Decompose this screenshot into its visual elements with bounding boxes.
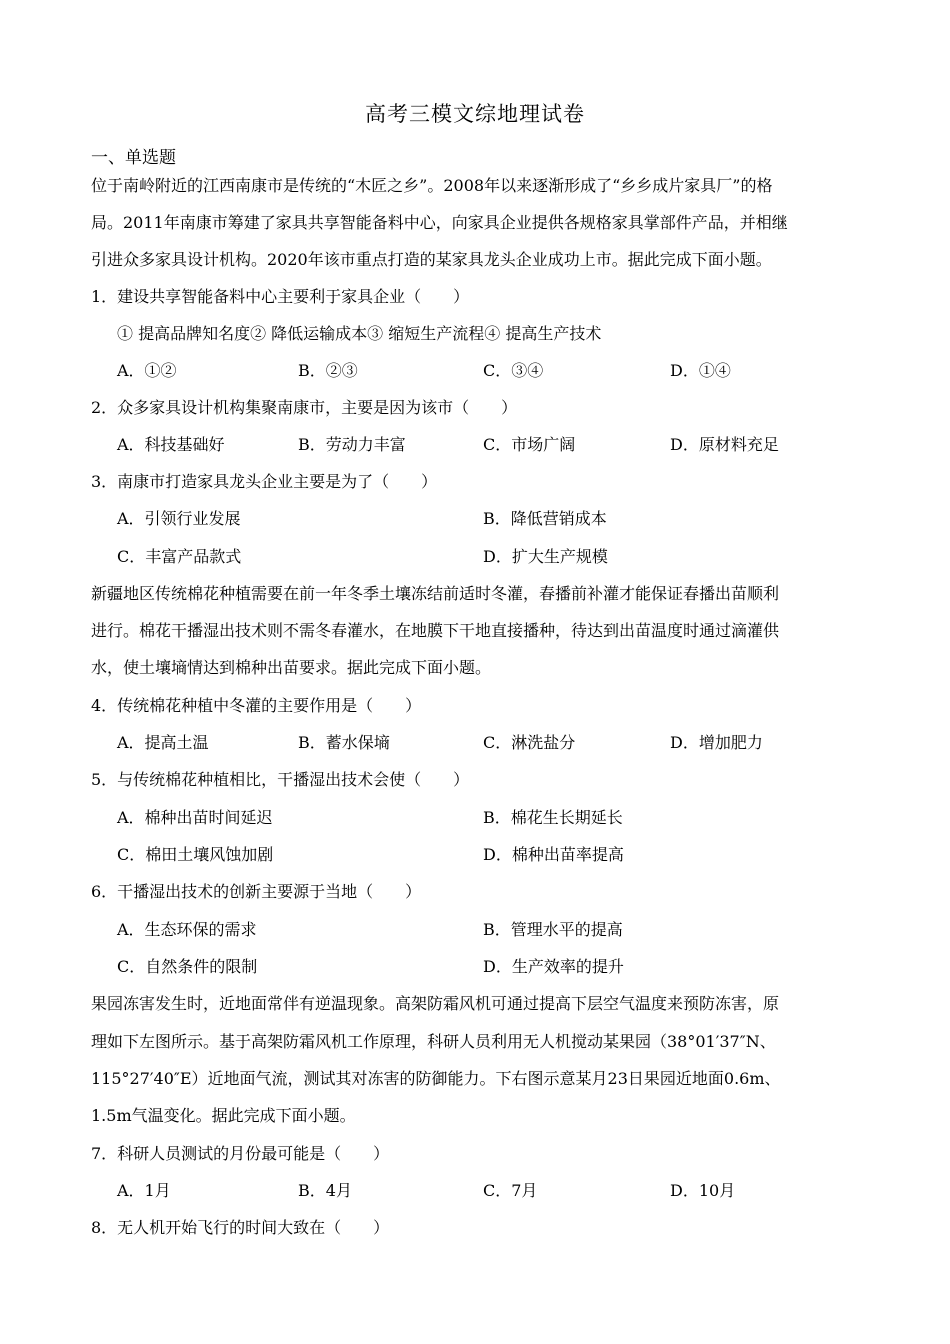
question-sub-items: ① 提高品牌知名度② 降低运输成本③ 缩短生产流程④ 提高生产技术 <box>117 324 602 343</box>
option-d: D．生产效率的提升 <box>483 957 624 976</box>
option-c: C．棉田土壤风蚀加剧 <box>117 845 274 864</box>
question-stem: 6．干播湿出技术的创新主要源于当地（ ） <box>91 882 422 901</box>
passage-line: 理如下左图所示。基于高架防霜风机工作原理，科研人员利用无人机搅动某果园（38°01′37″N、 <box>91 1032 776 1051</box>
passage-line: 果园冻害发生时，近地面常伴有逆温现象。高架防霜风机可通过提高下层空气温度来预防冻害，原 <box>91 994 780 1013</box>
passage-line: 新疆地区传统棉花种植需要在前一年冬季土壤冻结前适时冬灌，春播前补灌才能保证春播出苗顺利 <box>91 584 780 603</box>
option-b: B．②③ <box>298 361 358 380</box>
option-d: D．增加肥力 <box>670 733 763 752</box>
option-d: D．原材料充足 <box>670 435 779 454</box>
page-title: 高考三模文综地理试卷 <box>365 102 585 126</box>
option-b: B．降低营销成本 <box>483 509 607 528</box>
option-d: D．扩大生产规模 <box>483 547 608 566</box>
option-c: C．7月 <box>483 1181 538 1200</box>
option-a: A．1月 <box>117 1181 171 1200</box>
option-b: B．蓄水保墒 <box>298 733 390 752</box>
passage-line: 进行。棉花干播湿出技术则不需冬春灌水，在地膜下干地直接播种，待达到出苗温度时通过滴灌供 <box>91 621 780 640</box>
option-a: A．引领行业发展 <box>117 509 241 528</box>
option-a: A．①② <box>117 361 177 380</box>
question-stem: 8．无人机开始飞行的时间大致在（ ） <box>91 1218 390 1237</box>
passage-line: 引进众多家具设计机构。2020年该市重点打造的某家具龙头企业成功上市。据此完成下面小题。 <box>91 250 772 269</box>
option-c: C．市场广阔 <box>483 435 576 454</box>
section-heading: 一、单选题 <box>91 148 176 168</box>
question-stem: 2．众多家具设计机构集聚南康市，主要是因为该市（ ） <box>91 398 518 417</box>
option-a: A．提高土温 <box>117 733 209 752</box>
question-stem: 7．科研人员测试的月份最可能是（ ） <box>91 1144 390 1163</box>
passage-line: 1.5m气温变化。据此完成下面小题。 <box>91 1106 356 1125</box>
question-stem: 4．传统棉花种植中冬灌的主要作用是（ ） <box>91 696 422 715</box>
question-stem: 3．南康市打造家具龙头企业主要是为了（ ） <box>91 472 438 491</box>
question-stem: 5．与传统棉花种植相比，干播湿出技术会使（ ） <box>91 770 470 789</box>
option-c: C．丰富产品款式 <box>117 547 242 566</box>
passage-line: 115°27′40″E）近地面气流，测试其对冻害的防御能力。下右图示意某月23日果园近地面0.6m、 <box>91 1069 781 1088</box>
option-c: C．淋洗盐分 <box>483 733 576 752</box>
option-d: D．10月 <box>670 1181 736 1200</box>
option-a: A．棉种出苗时间延迟 <box>117 808 273 827</box>
option-a: A．科技基础好 <box>117 435 225 454</box>
option-b: B．管理水平的提高 <box>483 920 623 939</box>
option-d: D．①④ <box>670 361 731 380</box>
option-c: C．自然条件的限制 <box>117 957 258 976</box>
option-b: B．4月 <box>298 1181 352 1200</box>
option-b: B．劳动力丰富 <box>298 435 406 454</box>
passage-line: 位于南岭附近的江西南康市是传统的“木匠之乡”。2008年以来逐渐形成了“乡乡成片家具厂”的格 <box>91 176 773 195</box>
option-a: A．生态环保的需求 <box>117 920 257 939</box>
passage-line: 水，使土壤墒情达到棉种出苗要求。据此完成下面小题。 <box>91 658 492 677</box>
option-c: C．③④ <box>483 361 544 380</box>
option-d: D．棉种出苗率提高 <box>483 845 624 864</box>
option-b: B．棉花生长期延长 <box>483 808 623 827</box>
passage-line: 局。2011年南康市筹建了家具共享智能备料中心，向家具企业提供各规格家具掌部件产品，并相继 <box>91 213 788 232</box>
question-stem: 1．建设共享智能备料中心主要利于家具企业（ ） <box>91 287 470 306</box>
